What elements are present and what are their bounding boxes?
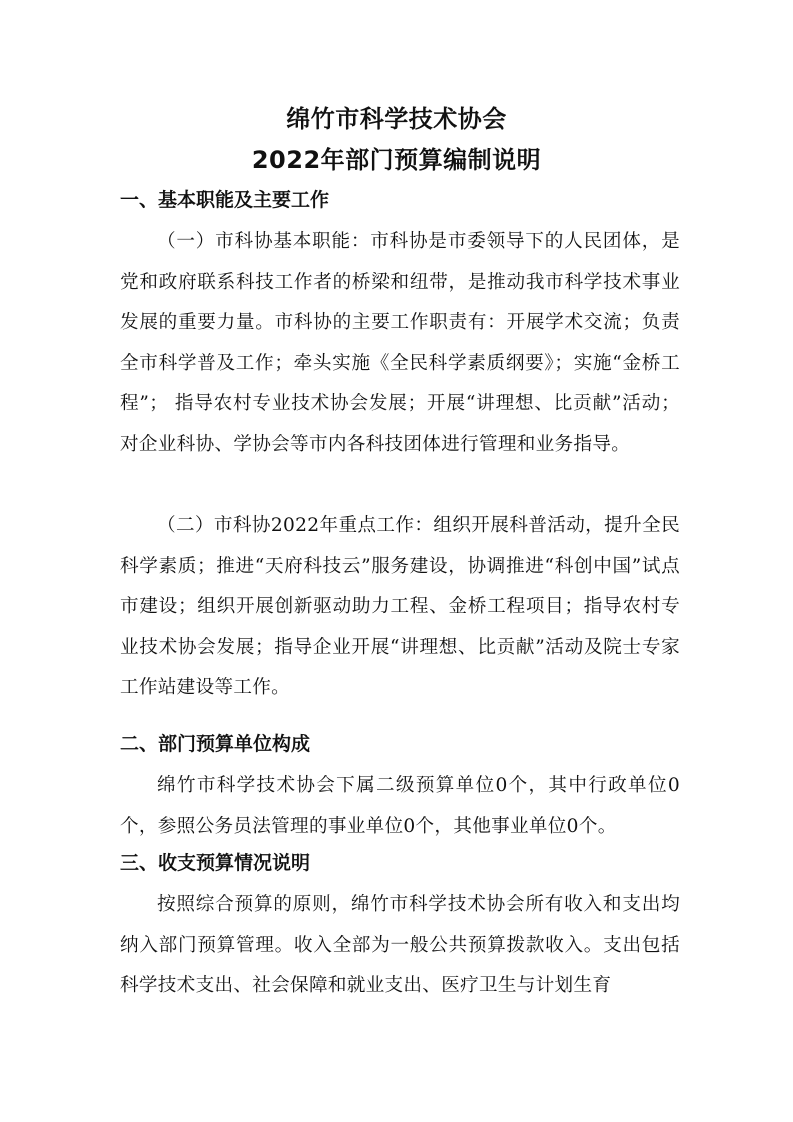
section-heading-basic-functions: 一、基本职能及主要工作	[120, 189, 330, 211]
paragraph-budget-units: 绵竹市科学技术协会下属二级预算单位0个，其中行政单位0个，参照公务员法管理的事业单位0个，其他事业单位0个。	[120, 775, 680, 837]
paragraph-revenue-expenditure: 按照综合预算的原则，绵竹市科学技术协会所有收入和支出均纳入部门预算管理。收入全部为一般公共预算拨款收入。支出包括科学技术支出、社会保障和就业支出、医疗卫生与计划生育	[120, 894, 680, 997]
section-heading-budget-units: 二、部门预算单位构成	[120, 733, 311, 755]
document-title: 绵竹市科学技术协会	[286, 105, 507, 133]
paragraph-basic-functions: （一）市科协基本职能：市科协是市委领导下的人民团体，是党和政府联系科技工作者的桥梁和纽带，是推动我市科学技术事业发展的重要力量。市科协的主要工作职责有：开展学术交流；负责全市科学普及工作；牵头实施《全民科学素质纲要》；实施“金桥工程”； 指导农村专业技术协会发展；开展“讲理想、比贡献”活动；对企业科协、学协会等市内各科技团体进行管理和业务指导。	[120, 231, 680, 455]
document-subtitle: 2022年部门预算编制说明	[251, 146, 542, 174]
section-heading-revenue-expenditure: 三、收支预算情况说明	[120, 852, 311, 874]
paragraph-key-work-2022: （二）市科协2022年重点工作：组织开展科普活动，提升全民科学素质；推进“天府科技云”服务建设，协调推进“科创中国”试点市建设；组织开展创新驱动助力工程、金桥工程项目；指导农村专业技术协会发展；指导企业开展“讲理想、比贡献”活动及院士专家工作站建设等工作。	[120, 515, 680, 699]
